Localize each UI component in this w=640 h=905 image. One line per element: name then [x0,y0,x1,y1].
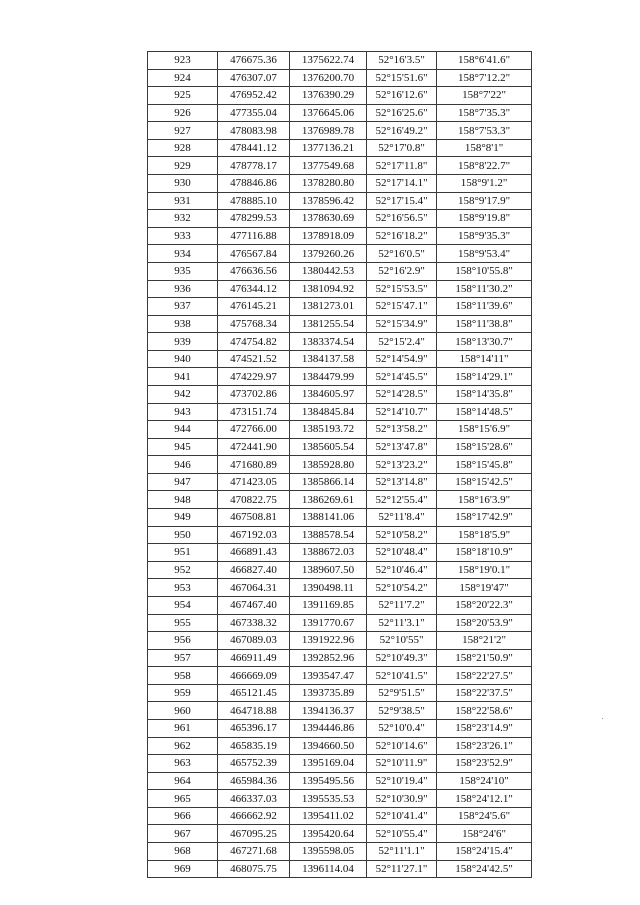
table-row [148,509,532,527]
longitude-cell: 158°9'17.9" [437,192,532,210]
latitude-cell: 52°11'1.1" [367,843,437,861]
y-coordinate-cell: 1395420.64 [290,825,367,843]
y-coordinate-cell: 1391770.67 [290,614,367,632]
table-row [148,860,532,878]
point-number-cell: 926 [148,104,218,122]
latitude-cell: 52°10'41.5" [367,667,437,685]
latitude-cell: 52°16'3.5" [367,52,437,70]
table-row [148,843,532,861]
point-number-cell: 927 [148,122,218,140]
longitude-cell: 158°6'41.6" [437,52,532,70]
x-coordinate-cell: 467508.81 [218,509,290,527]
table-row [148,544,532,562]
y-coordinate-cell: 1393735.89 [290,684,367,702]
table-row [148,385,532,403]
longitude-cell: 158°15'6.9" [437,421,532,439]
latitude-cell: 52°10'19.4" [367,772,437,790]
y-coordinate-cell: 1395411.02 [290,807,367,825]
latitude-cell: 52°12'55.4" [367,491,437,509]
table-row [148,473,532,491]
point-number-cell: 966 [148,807,218,825]
table-row [148,632,532,650]
latitude-cell: 52°10'14.6" [367,737,437,755]
point-number-cell: 953 [148,579,218,597]
y-coordinate-cell: 1391922.96 [290,632,367,650]
latitude-cell: 52°13'14.8" [367,473,437,491]
table-row [148,157,532,175]
longitude-cell: 158°9'53.4" [437,245,532,263]
latitude-cell: 52°15'34.9" [367,315,437,333]
latitude-cell: 52°10'46.4" [367,561,437,579]
y-coordinate-cell: 1383374.54 [290,333,367,351]
latitude-cell: 52°15'53.5" [367,280,437,298]
y-coordinate-cell: 1385193.72 [290,421,367,439]
longitude-cell: 158°19'0.1" [437,561,532,579]
coordinates-table-body [148,52,532,878]
point-number-cell: 958 [148,667,218,685]
longitude-cell: 158°13'30.7" [437,333,532,351]
x-coordinate-cell: 464718.88 [218,702,290,720]
x-coordinate-cell: 466662.92 [218,807,290,825]
y-coordinate-cell: 1384845.84 [290,403,367,421]
y-coordinate-cell: 1381255.54 [290,315,367,333]
point-number-cell: 945 [148,438,218,456]
point-number-cell: 964 [148,772,218,790]
y-coordinate-cell: 1394660.50 [290,737,367,755]
table-row [148,491,532,509]
point-number-cell: 923 [148,52,218,70]
table-row [148,421,532,439]
y-coordinate-cell: 1395598.05 [290,843,367,861]
table-row [148,227,532,245]
longitude-cell: 158°24'12.1" [437,790,532,808]
y-coordinate-cell: 1389607.50 [290,561,367,579]
x-coordinate-cell: 465752.39 [218,755,290,773]
table-row [148,561,532,579]
latitude-cell: 52°15'47.1" [367,298,437,316]
longitude-cell: 158°22'37.5" [437,684,532,702]
x-coordinate-cell: 476675.36 [218,52,290,70]
latitude-cell: 52°14'28.5" [367,385,437,403]
y-coordinate-cell: 1388141.06 [290,509,367,527]
y-coordinate-cell: 1394136.37 [290,702,367,720]
point-number-cell: 925 [148,87,218,105]
longitude-cell: 158°24'42.5" [437,860,532,878]
latitude-cell: 52°14'54.9" [367,350,437,368]
table-row [148,772,532,790]
latitude-cell: 52°16'25.6" [367,104,437,122]
point-number-cell: 935 [148,262,218,280]
point-number-cell: 960 [148,702,218,720]
latitude-cell: 52°16'12.6" [367,87,437,105]
point-number-cell: 932 [148,210,218,228]
latitude-cell: 52°13'47.8" [367,438,437,456]
longitude-cell: 158°20'53.9" [437,614,532,632]
point-number-cell: 947 [148,473,218,491]
x-coordinate-cell: 473702.86 [218,385,290,403]
x-coordinate-cell: 465984.36 [218,772,290,790]
x-coordinate-cell: 474229.97 [218,368,290,386]
point-number-cell: 959 [148,684,218,702]
table-row [148,87,532,105]
longitude-cell: 158°22'58.6" [437,702,532,720]
table-row [148,333,532,351]
table-row [148,403,532,421]
latitude-cell: 52°14'10.7" [367,403,437,421]
longitude-cell: 158°21'50.9" [437,649,532,667]
longitude-cell: 158°22'27.5" [437,667,532,685]
point-number-cell: 933 [148,227,218,245]
longitude-cell: 158°14'11" [437,350,532,368]
x-coordinate-cell: 466911.49 [218,649,290,667]
point-number-cell: 965 [148,790,218,808]
point-number-cell: 948 [148,491,218,509]
y-coordinate-cell: 1395535.53 [290,790,367,808]
longitude-cell: 158°24'5.6" [437,807,532,825]
latitude-cell: 52°14'45.5" [367,368,437,386]
table-row [148,139,532,157]
x-coordinate-cell: 466337.03 [218,790,290,808]
point-number-cell: 961 [148,719,218,737]
point-number-cell: 941 [148,368,218,386]
point-number-cell: 936 [148,280,218,298]
point-number-cell: 937 [148,298,218,316]
latitude-cell: 52°17'11.8" [367,157,437,175]
latitude-cell: 52°17'14.1" [367,175,437,193]
table-row [148,667,532,685]
table-row [148,52,532,70]
longitude-cell: 158°9'35.3" [437,227,532,245]
latitude-cell: 52°13'23.2" [367,456,437,474]
y-coordinate-cell: 1378280.80 [290,175,367,193]
latitude-cell: 52°16'18.2" [367,227,437,245]
latitude-cell: 52°16'56.5" [367,210,437,228]
point-number-cell: 924 [148,69,218,87]
latitude-cell: 52°10'58.2" [367,526,437,544]
x-coordinate-cell: 472441.90 [218,438,290,456]
longitude-cell: 158°14'48.5" [437,403,532,421]
x-coordinate-cell: 468075.75 [218,860,290,878]
point-number-cell: 951 [148,544,218,562]
table-row [148,596,532,614]
y-coordinate-cell: 1393547.47 [290,667,367,685]
y-coordinate-cell: 1376645.06 [290,104,367,122]
y-coordinate-cell: 1375622.74 [290,52,367,70]
y-coordinate-cell: 1378918.09 [290,227,367,245]
x-coordinate-cell: 476307.07 [218,69,290,87]
table-row [148,579,532,597]
latitude-cell: 52°10'41.4" [367,807,437,825]
latitude-cell: 52°11'7.2" [367,596,437,614]
longitude-cell: 158°23'26.1" [437,737,532,755]
point-number-cell: 934 [148,245,218,263]
x-coordinate-cell: 474521.52 [218,350,290,368]
latitude-cell: 52°11'27.1" [367,860,437,878]
latitude-cell: 52°10'55.4" [367,825,437,843]
x-coordinate-cell: 467064.31 [218,579,290,597]
latitude-cell: 52°15'2.4" [367,333,437,351]
longitude-cell: 158°14'35.8" [437,385,532,403]
longitude-cell: 158°15'42.5" [437,473,532,491]
point-number-cell: 930 [148,175,218,193]
table-row [148,702,532,720]
point-number-cell: 946 [148,456,218,474]
coordinates-table [147,51,532,878]
x-coordinate-cell: 470822.75 [218,491,290,509]
y-coordinate-cell: 1380442.53 [290,262,367,280]
table-row [148,755,532,773]
table-row [148,649,532,667]
table-row [148,614,532,632]
longitude-cell: 158°18'10.9" [437,544,532,562]
x-coordinate-cell: 478083.98 [218,122,290,140]
latitude-cell: 52°10'0.4" [367,719,437,737]
table-row [148,807,532,825]
y-coordinate-cell: 1395169.04 [290,755,367,773]
y-coordinate-cell: 1376200.70 [290,69,367,87]
table-row [148,438,532,456]
latitude-cell: 52°10'54.2" [367,579,437,597]
latitude-cell: 52°11'3.1" [367,614,437,632]
longitude-cell: 158°8'22.7" [437,157,532,175]
x-coordinate-cell: 466891.43 [218,544,290,562]
point-number-cell: 950 [148,526,218,544]
table-row [148,315,532,333]
x-coordinate-cell: 476952.42 [218,87,290,105]
latitude-cell: 52°9'38.5" [367,702,437,720]
point-number-cell: 954 [148,596,218,614]
latitude-cell: 52°15'51.6" [367,69,437,87]
latitude-cell: 52°13'58.2" [367,421,437,439]
longitude-cell: 158°11'30.2" [437,280,532,298]
table-row [148,790,532,808]
longitude-cell: 158°7'12.2" [437,69,532,87]
point-number-cell: 968 [148,843,218,861]
longitude-cell: 158°23'52.9" [437,755,532,773]
y-coordinate-cell: 1391169.85 [290,596,367,614]
point-number-cell: 931 [148,192,218,210]
x-coordinate-cell: 477355.04 [218,104,290,122]
point-number-cell: 942 [148,385,218,403]
y-coordinate-cell: 1377136.21 [290,139,367,157]
longitude-cell: 158°9'1.2" [437,175,532,193]
table-row [148,104,532,122]
y-coordinate-cell: 1381273.01 [290,298,367,316]
longitude-cell: 158°7'53.3" [437,122,532,140]
latitude-cell: 52°10'49.3" [367,649,437,667]
y-coordinate-cell: 1378596.42 [290,192,367,210]
x-coordinate-cell: 471680.89 [218,456,290,474]
y-coordinate-cell: 1395495.56 [290,772,367,790]
point-number-cell: 963 [148,755,218,773]
table-row [148,719,532,737]
x-coordinate-cell: 476344.12 [218,280,290,298]
x-coordinate-cell: 474754.82 [218,333,290,351]
table-row [148,122,532,140]
latitude-cell: 52°10'55" [367,632,437,650]
x-coordinate-cell: 467089.03 [218,632,290,650]
longitude-cell: 158°19'47" [437,579,532,597]
y-coordinate-cell: 1385928.80 [290,456,367,474]
point-number-cell: 957 [148,649,218,667]
point-number-cell: 949 [148,509,218,527]
y-coordinate-cell: 1378630.69 [290,210,367,228]
table-row [148,526,532,544]
table-row [148,245,532,263]
y-coordinate-cell: 1392852.96 [290,649,367,667]
x-coordinate-cell: 465396.17 [218,719,290,737]
table-row [148,210,532,228]
latitude-cell: 52°10'11.9" [367,755,437,773]
y-coordinate-cell: 1377549.68 [290,157,367,175]
y-coordinate-cell: 1386269.61 [290,491,367,509]
y-coordinate-cell: 1384479.99 [290,368,367,386]
point-number-cell: 940 [148,350,218,368]
x-coordinate-cell: 478885.10 [218,192,290,210]
table-row [148,298,532,316]
x-coordinate-cell: 467192.03 [218,526,290,544]
longitude-cell: 158°24'10" [437,772,532,790]
point-number-cell: 943 [148,403,218,421]
longitude-cell: 158°23'14.9" [437,719,532,737]
table-row [148,456,532,474]
x-coordinate-cell: 472766.00 [218,421,290,439]
table-row [148,175,532,193]
x-coordinate-cell: 466669.09 [218,667,290,685]
longitude-cell: 158°20'22.3" [437,596,532,614]
longitude-cell: 158°16'3.9" [437,491,532,509]
y-coordinate-cell: 1376390.29 [290,87,367,105]
x-coordinate-cell: 478778.17 [218,157,290,175]
y-coordinate-cell: 1379260.26 [290,245,367,263]
x-coordinate-cell: 477116.88 [218,227,290,245]
point-number-cell: 969 [148,860,218,878]
point-number-cell: 944 [148,421,218,439]
longitude-cell: 158°10'55.8" [437,262,532,280]
x-coordinate-cell: 471423.05 [218,473,290,491]
table-row [148,262,532,280]
latitude-cell: 52°17'0.8" [367,139,437,157]
x-coordinate-cell: 466827.40 [218,561,290,579]
x-coordinate-cell: 467467.40 [218,596,290,614]
point-number-cell: 956 [148,632,218,650]
x-coordinate-cell: 476145.21 [218,298,290,316]
x-coordinate-cell: 465121.45 [218,684,290,702]
point-number-cell: 967 [148,825,218,843]
longitude-cell: 158°15'45.8" [437,456,532,474]
table-row [148,825,532,843]
scan-speck [602,718,603,719]
longitude-cell: 158°24'6" [437,825,532,843]
longitude-cell: 158°17'42.9" [437,509,532,527]
y-coordinate-cell: 1385605.54 [290,438,367,456]
longitude-cell: 158°7'35.3" [437,104,532,122]
x-coordinate-cell: 467338.32 [218,614,290,632]
longitude-cell: 158°11'39.6" [437,298,532,316]
x-coordinate-cell: 478299.53 [218,210,290,228]
point-number-cell: 962 [148,737,218,755]
x-coordinate-cell: 467095.25 [218,825,290,843]
longitude-cell: 158°8'1" [437,139,532,157]
table-row [148,684,532,702]
point-number-cell: 938 [148,315,218,333]
latitude-cell: 52°17'15.4" [367,192,437,210]
point-number-cell: 955 [148,614,218,632]
y-coordinate-cell: 1388578.54 [290,526,367,544]
longitude-cell: 158°9'19.8" [437,210,532,228]
x-coordinate-cell: 473151.74 [218,403,290,421]
y-coordinate-cell: 1394446.86 [290,719,367,737]
x-coordinate-cell: 478441.12 [218,139,290,157]
latitude-cell: 52°11'8.4" [367,509,437,527]
latitude-cell: 52°16'2.9" [367,262,437,280]
longitude-cell: 158°24'15.4" [437,843,532,861]
point-number-cell: 952 [148,561,218,579]
y-coordinate-cell: 1384605.97 [290,385,367,403]
latitude-cell: 52°10'30.9" [367,790,437,808]
table-row [148,280,532,298]
table-row [148,192,532,210]
x-coordinate-cell: 478846.86 [218,175,290,193]
x-coordinate-cell: 476636.56 [218,262,290,280]
latitude-cell: 52°16'49.2" [367,122,437,140]
table-row [148,69,532,87]
x-coordinate-cell: 467271.68 [218,843,290,861]
y-coordinate-cell: 1385866.14 [290,473,367,491]
table-row [148,368,532,386]
y-coordinate-cell: 1390498.11 [290,579,367,597]
table-row [148,737,532,755]
point-number-cell: 929 [148,157,218,175]
longitude-cell: 158°21'2" [437,632,532,650]
x-coordinate-cell: 476567.84 [218,245,290,263]
x-coordinate-cell: 465835.19 [218,737,290,755]
y-coordinate-cell: 1384137.58 [290,350,367,368]
y-coordinate-cell: 1376989.78 [290,122,367,140]
latitude-cell: 52°9'51.5" [367,684,437,702]
y-coordinate-cell: 1381094.92 [290,280,367,298]
longitude-cell: 158°15'28.6" [437,438,532,456]
y-coordinate-cell: 1388672.03 [290,544,367,562]
point-number-cell: 939 [148,333,218,351]
longitude-cell: 158°7'22" [437,87,532,105]
latitude-cell: 52°16'0.5" [367,245,437,263]
point-number-cell: 928 [148,139,218,157]
longitude-cell: 158°18'5.9" [437,526,532,544]
longitude-cell: 158°14'29.1" [437,368,532,386]
latitude-cell: 52°10'48.4" [367,544,437,562]
longitude-cell: 158°11'38.8" [437,315,532,333]
y-coordinate-cell: 1396114.04 [290,860,367,878]
table-row [148,350,532,368]
x-coordinate-cell: 475768.34 [218,315,290,333]
